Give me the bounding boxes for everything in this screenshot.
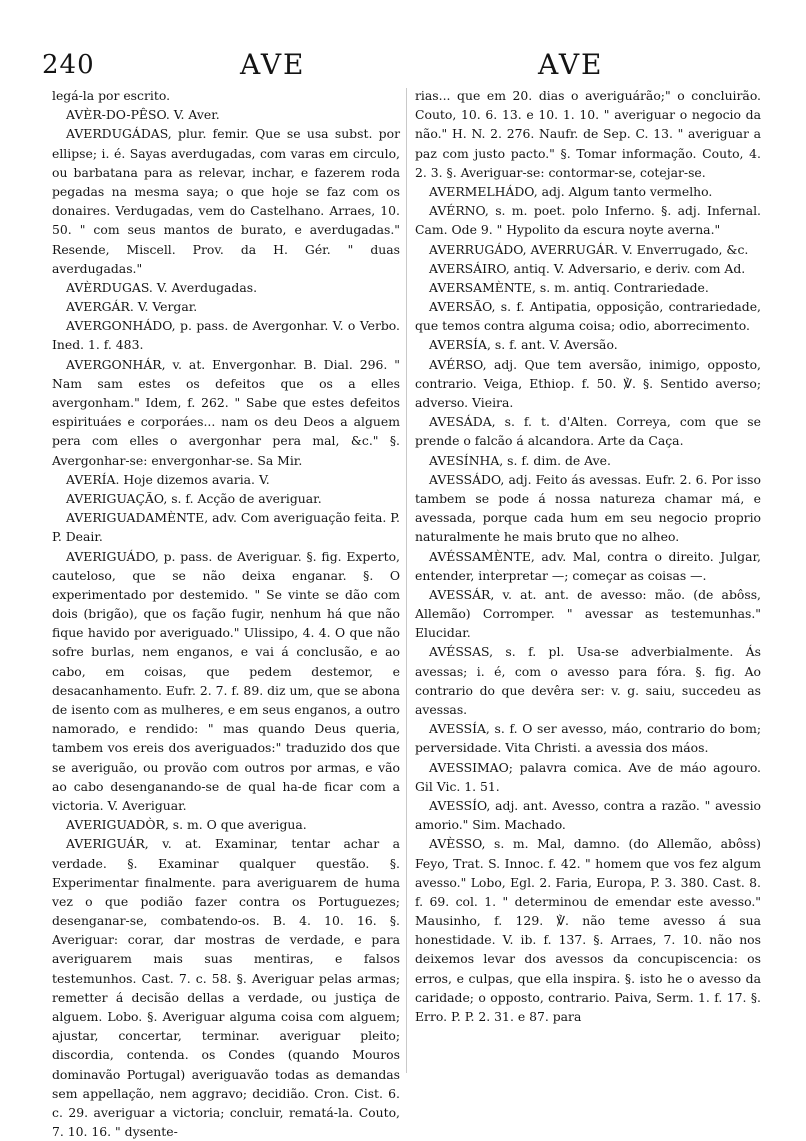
dictionary-entry: AVÉRSO, adj. Que tem aversão, inimigo, opposto, contrario. Veiga, Ethiop. f. 50. ℣. §. Sentido averso; adverso. Vieira. <box>415 356 761 410</box>
running-headword-right: AVE <box>538 48 604 81</box>
dictionary-entry: AVERIGUÁR, v. at. Examinar, tentar achar a verdade. §. Examinar qualquer questão. §. Experimentar finalmente. para averiguarem de huma vez o que podião fazer contra os Portuguezes; desenganar-se, combatendo-os. B. 4. 10. 16. §. Averiguar: corar, dar mostras de verdade, e para averiguarem mais suas mentiras, e falsos testemunhos. Cast. 7. c. 58. §. Averiguar pelas armas; remetter á decisão dellas a verdade, ou justiça de alguem. Lobo. §. Averiguar alguma coisa com alguem; ajustar, concertar, terminar. averiguar pleito; discordia, contenda. os Condes (quando Mouros dominavão Portugal) averiguavão todas as demandas sem appellação, nem aggravo; decidião. Cron. Cist. 6. c. 29. averiguar a victoria; concluir, rematá-la. Couto, 7. 10. 16. " dysente- <box>52 836 400 1140</box>
page-number: 240 <box>42 50 95 80</box>
dictionary-entry: AVERGONHÁR, v. at. Envergonhar. B. Dial. 296. " Nam sam estes os defeitos que os a elles avergonham." Idem, f. 262. " Sabe que estes defeitos espirituáes e corporáes... nam os deu Deos a alguem pera com elles o avergonhar pera mal, &c." §. Avergonhar-se: envergonhar-se. Sa Mir. <box>52 356 400 468</box>
dictionary-entry: AVERIGUADÒR, s. m. O que averigua. <box>66 817 307 833</box>
dictionary-entry: AVESÍNHA, s. f. dim. de Ave. <box>429 452 611 468</box>
column-divider <box>406 88 407 1073</box>
dictionary-entry: AVERGÁR. V. Vergar. <box>66 299 198 315</box>
dictionary-entry: AVÉSSAS, s. f. pl. Usa-se adverbialmente. Ás avessas; i. é, com o avesso para fóra. §. fig. Ao contrario do que devêra ser: v. g. saiu, succedeu as avessas. <box>415 644 761 717</box>
left-column <box>52 86 400 1141</box>
dictionary-entry: AVERIGUÁDO, p. pass. de Averiguar. §. fig. Experto, cauteloso, que se não deixa enganar. §. O experimentado por destemido. " Se vinte se dão com dois (brigão), que os fação fugir, nenhum há que não fique havido por averiguado." Ulissipo, 4. 4. O que não sofre burlas, nem enganos, e vai á conclusão, e ao cabo, em coisas, que pedem destemor, e desacanhamento. Eufr. 2. 7. f. 89. diz um, que se abona de isento com as mulheres, e em seus enganos, a outro namorado, e rendido: " mas quando Deus queria, tambem vos ereis dos averiguados:" traduzido dos que se averiguão, ou provão com outros por armas, e vão ao cabo desenganando-se de qual ha-de ficar com a victoria. V. Averiguar. <box>52 548 401 813</box>
dictionary-entry: legá-la por escrito. <box>52 88 171 103</box>
dictionary-entry: AVESSIMAO; palavra comica. Ave de máo agouro. Gil Vic. 1. 51. <box>415 759 761 794</box>
dictionary-entry: AVESÁDA, s. f. t. d'Alten. Correya, com que se prende o falcão á alcandora. Arte da Caça. <box>415 414 761 449</box>
dictionary-entry: AVERMELHÁDO, adj. Algum tanto vermelho. <box>429 183 713 199</box>
dictionary-entry: AVERGONHÁDO, p. pass. de Avergonhar. V. o Verbo. Ined. 1. f. 483. <box>52 318 400 353</box>
running-headword-left: AVE <box>240 48 306 81</box>
dictionary-entry: AVÈR-DO-PÊSO. V. Aver. <box>66 107 220 123</box>
dictionary-entry: AVERSÁIRO, antiq. V. Adversario, e deriv. com Ad. <box>429 260 746 276</box>
dictionary-entry: AVESSÁR, v. at. ant. de avesso: mão. (de abôss, Allemão) Corromper. " avessar as testemunhas." Elucidar. <box>415 586 761 641</box>
dictionary-entry: AVERIGUAÇÃO, s. f. Acção de averiguar. <box>66 490 322 506</box>
dictionary-entry: AVERSÍA, s. f. ant. V. Aversão. <box>429 337 618 353</box>
dictionary-entry: AVESSÍO, adj. ant. Avesso, contra a razão. " avessio amorio." Sim. Machado. <box>415 797 761 833</box>
dictionary-entry: AVÈRDUGAS. V. Averdugadas. <box>66 279 258 295</box>
dictionary-entry: AVÈSSO, s. m. Mal, damno. (do Allemão, abôss) Feyo, Trat. S. Innoc. f. 42. " homem que vos fez algum avesso." Lobo, Egl. 2. Faria, Europa, P. 3. 380. Cast. 8. f. 69. col. 1. " determinou de emendar este avesso." Mausinho, f. 129. ℣. não teme avesso á sua honestidade. V. ib. f. 137. §. Arraes, 7. 10. não nos deixemos levar dos avessos da concupiscencia: os erros, e culpas, que ella inspira. §. isto he o avesso da caridade; o opposto, contrario. Paiva, Serm. 1. f. 17. §. Erro. P. P. 2. 31. e 87. para <box>415 836 761 1024</box>
dictionary-entry: AVESSÁDO, adj. Feito ás avessas. Eufr. 2. 6. Por isso tambem se pode á nossa natureza chamar má, e avessada, porque cada hum em seu negocio proprio naturalmente he mais bruto que no alheo. <box>415 471 761 545</box>
right-column <box>415 86 761 1026</box>
dictionary-entry: AVERIGUADAMÈNTE, adv. Com averiguação feita. P. P. Deair. <box>52 510 400 545</box>
dictionary-entry: AVÉSSAMÈNTE, adv. Mal, contra o direito. Julgar, entender, interpretar —; começar as coisas —. <box>415 548 761 583</box>
dictionary-entry: rias... que em 20. dias o averiguárão;" o concluirão. Couto, 10. 6. 13. e 10. 1. 10. " averiguar o negocio da não." H. N. 2. 276. Naufr. de Sep. C. 13. " averiguar a paz com justo pacto." §. Tomar informação. Couto, 4. 2. 3. §. Averiguar-se: contormar-se, cotejar-se. <box>415 88 761 180</box>
dictionary-entry: AVERRUGÁDO, AVERRUGÁR. V. Enverrugado, &c. <box>429 241 749 257</box>
page-header <box>40 42 772 86</box>
dictionary-entry: AVERÍA. Hoje dizemos avaria. V. <box>66 471 270 487</box>
dictionary-entry: AVERSÃO, s. f. Antipatia, opposição, contrariedade, que temos contra alguma coisa; odio, aborrecimento. <box>415 299 761 334</box>
dictionary-entry: AVÉRNO, s. m. poet. polo Inferno. §. adj. Infernal. Cam. Ode 9. " Hypolito da escura noyte averna." <box>415 203 761 238</box>
dictionary-entry: AVESSÍA, s. f. O ser avesso, máo, contrario do bom; perversidade. Vita Christi. a avessia dos máos. <box>415 721 761 756</box>
dictionary-entry: AVERDUGÁDAS, plur. femir. Que se usa subst. por ellipse; i. é. Sayas averdugadas, com varas em circulo, ou barbatana para as relevar, inchar, e fazerem roda pegadas na mesma saya; o que hoje se faz com os donaires. Verdugadas, vem do Castelhano. Arraes, 10. 50. " com seus mantos de burato, e averdugadas." Resende, Miscell. Prov. da H. Gér. " duas averdugadas." <box>52 126 400 276</box>
dictionary-entry: AVERSAMÈNTE, s. m. antiq. Contrariedade. <box>429 279 709 295</box>
